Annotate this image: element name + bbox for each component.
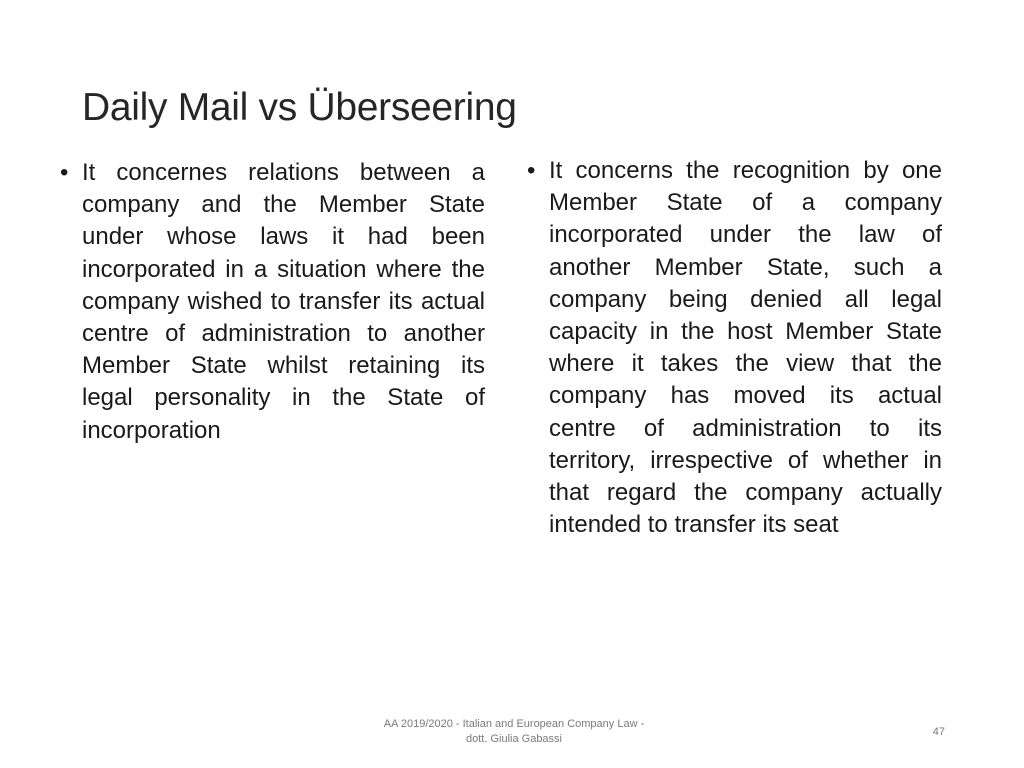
page-number: 47 xyxy=(932,726,945,738)
right-bullet-text: It concerns the recognition by one Member State of a company incorporated under the law of another Member State, such a company being denied all legal capacity in the host Member State where it takes the view that the company has moved its actual centre of administration to its territory, irrespective of whether in that regard the company actually intended to transfer its seat xyxy=(549,157,942,539)
slide-footer xyxy=(360,717,668,747)
left-bullet-text: It concernes relations between a company and the Member State under whose laws it had been incorporated in a situation where the company wished to transfer its actual centre of administration to another Member State whilst retaining its legal personality in the State of incorporation xyxy=(82,159,485,444)
right-column xyxy=(527,155,942,541)
bullet-icon: • xyxy=(527,157,536,184)
bullet-icon: • xyxy=(60,159,69,186)
footer-line-1: AA 2019/2020 - Italian and European Company Law - xyxy=(383,718,645,730)
right-bullet-item xyxy=(527,155,942,541)
footer-line-2: dott. Giulia Gabassi xyxy=(466,733,562,745)
slide-title: Daily Mail vs Überseering xyxy=(82,86,517,129)
left-column xyxy=(60,157,485,447)
left-bullet-item xyxy=(60,157,485,447)
